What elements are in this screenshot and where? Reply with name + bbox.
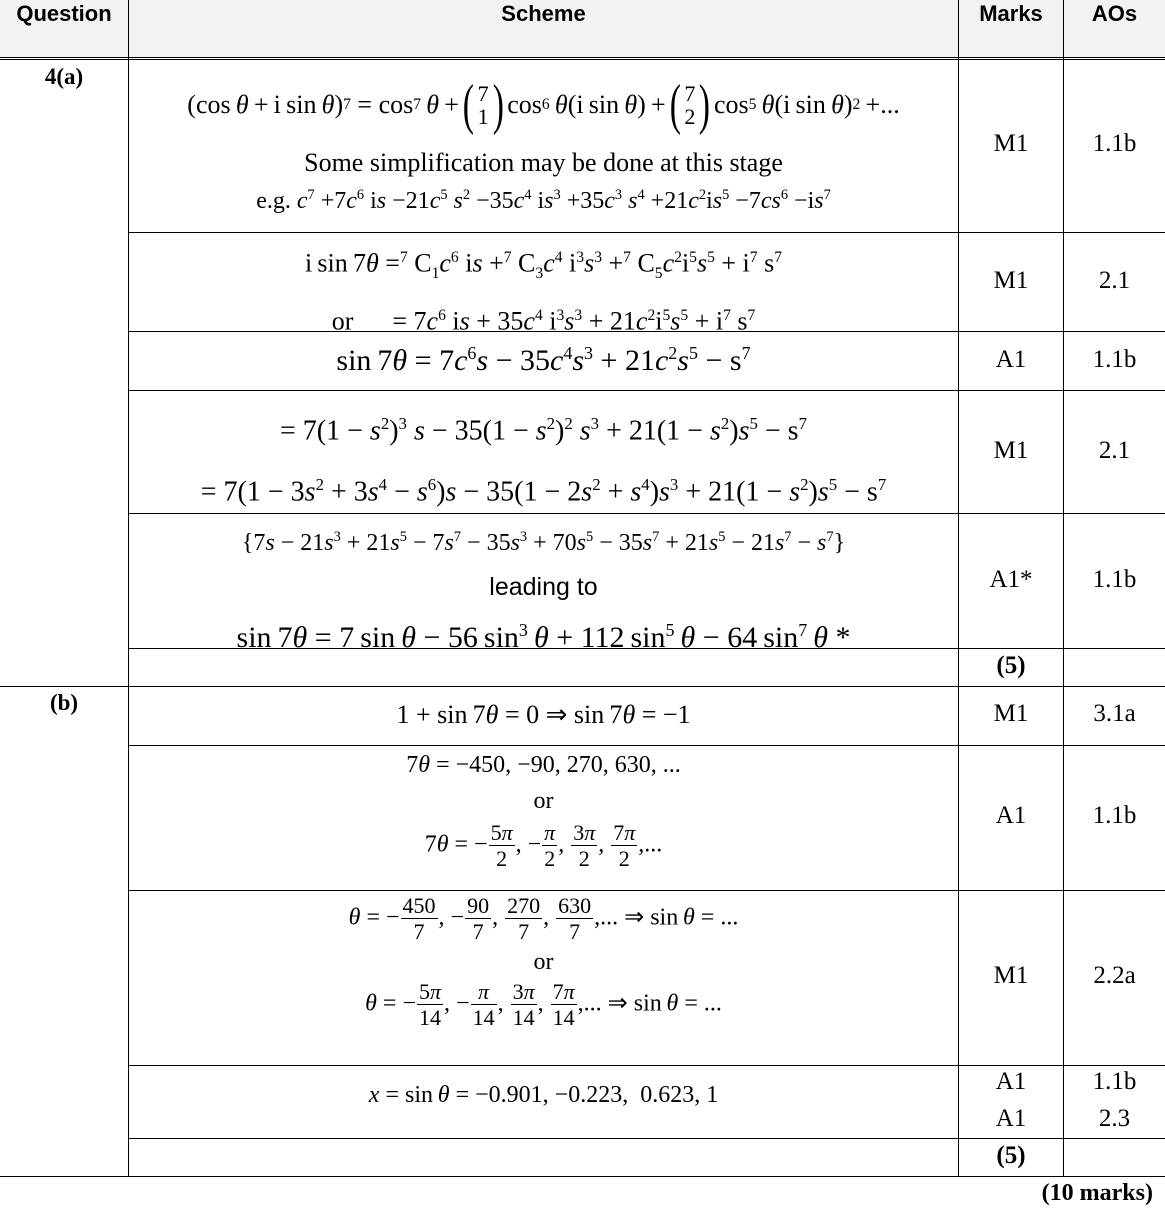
question-label-4a: 4(a) — [44, 64, 84, 89]
mark-b4b: A1 — [995, 1105, 1027, 1132]
leading-to-text: leading to — [489, 573, 598, 601]
note-text: Some simplification may be done at this stage — [304, 148, 783, 177]
ao-a2: 2.1 — [1098, 267, 1131, 294]
divider — [128, 890, 1165, 891]
mark-a4: M1 — [993, 437, 1029, 464]
total-marks: (10 marks) — [1041, 1180, 1153, 1206]
divider — [0, 686, 1165, 687]
ao-a1: 1.1b — [1092, 130, 1137, 157]
mark-a-total: (5) — [996, 652, 1026, 679]
header-aos: AOs — [1064, 0, 1165, 57]
divider — [128, 390, 1165, 391]
divider — [128, 1065, 1165, 1066]
divider — [0, 57, 1165, 58]
scheme-row-a1: (cos θ + i sin θ ) 7 = cos 7 θ + ( 7 1 ) cos 6 θ (i sin θ ) + ( 7 2 ) cos 5 θ (i sin θ ) 2 +... Some simplification may be done at this stage e.g. $c^7 +7c^6$ is $-21c^5$ $s^2 -35c^4$ $is^3 +35c^3$ $s^4 +21c^2is^5 -7cs^6 -is^7$ — [129, 62, 958, 218]
header-question: Question — [0, 0, 128, 57]
divider — [128, 745, 1165, 746]
divider — [128, 1138, 1165, 1139]
scheme-row-a4: = $7(1 - s^2)^3$ $s - 35(1 - s^2)^2$ $s^3 + 21(1 - s^2)s^5 - s^7$ = $7(1 - 3s^2 + 3s^4 - s^6)s - 35(1 - 2s^2 + s^4)s^3 + 21(1 - s^2)s^5 - s^7$ — [200, 414, 887, 508]
ao-a3: 1.1b — [1092, 346, 1137, 373]
ao-a4: 2.1 — [1098, 437, 1131, 464]
ao-b1: 3.1a — [1093, 700, 1136, 727]
mark-b4: A1 — [995, 1068, 1027, 1095]
scheme-row-b2: 7θ = −450, −90, 270, 630, ... or 7θ = − $\frac{5\pi}{2}$ , − $\frac{\pi}{2}$ , $\frac{3\pi}{2}$ , $\frac{7\pi}{2}$ ,... — [406, 752, 681, 871]
header-scheme: Scheme — [129, 0, 958, 57]
scheme-row-b3: θ = − $\frac{450}{7}$ , − $\frac{90}{7}$ , $\frac{270}{7}$ , $\frac{630}{7}$ ,... ⇒ sin θ = ... or θ = − $\frac{5\pi}{14}$ , − $\frac{\pi}{14}$ , $\frac{3\pi}{14}$ , $\frac{7\pi}{14}$ ,... ⇒ sin θ = ... — [348, 893, 739, 1030]
divider — [128, 232, 1165, 233]
mark-b-total: (5) — [996, 1142, 1026, 1169]
divider — [0, 59, 1165, 60]
mark-b2: A1 — [995, 802, 1027, 829]
divider — [0, 1176, 1165, 1177]
ao-a5: 1.1b — [1092, 566, 1137, 593]
mark-a3: A1 — [995, 346, 1027, 373]
mark-b3: M1 — [993, 962, 1029, 989]
scheme-row-b1: 1 + sin 7θ = 0 ⇒ sin 7θ = −1 — [396, 700, 691, 729]
header-marks: Marks — [959, 0, 1063, 57]
ao-b2: 1.1b — [1092, 802, 1137, 829]
scheme-row-a5: $\{7s - 21s^3 + 21s^5 - 7s^7 - 35s^3 + 70s^5 - 35s^7 + 21s^5 - 21s^7 - s^7\}$ leading to sin 7θ = 7 sin θ − 56 $\sin^3 \theta + 112$ $\sin^5 \theta - 64$ $\sin^7 \theta$ * — [129, 516, 958, 658]
question-label-b: (b) — [49, 690, 79, 715]
scheme-row-b4: x = sin θ = −0.901, −0.223, 0.623, 1 — [368, 1082, 719, 1108]
ao-b4b: 2.3 — [1098, 1105, 1131, 1132]
scheme-row-a2: i sin 7θ =$^7$ $C_1c^6$ is +$^7$ $C_3c^4$ $i^3s^3 +^7$ $C_5c^2i^5s^5 + i^7$ $s^7$ or = $7c^6$ is + $35c^4$ $i^3s^3 + 21c^2i^5s^5 + i^7$ $s^7$ — [305, 248, 782, 336]
mark-b1: M1 — [993, 700, 1029, 727]
mark-a1: M1 — [993, 130, 1029, 157]
scheme-row-a3: $\sin 7\theta = 7c^6s - 35c^4s^3 + 21c^2s^5 - s^7$ — [336, 343, 751, 377]
ao-b3: 2.2a — [1093, 962, 1136, 989]
mark-a2: M1 — [993, 267, 1029, 294]
ao-b4: 1.1b — [1092, 1068, 1137, 1095]
mark-a5: A1* — [989, 566, 1033, 593]
